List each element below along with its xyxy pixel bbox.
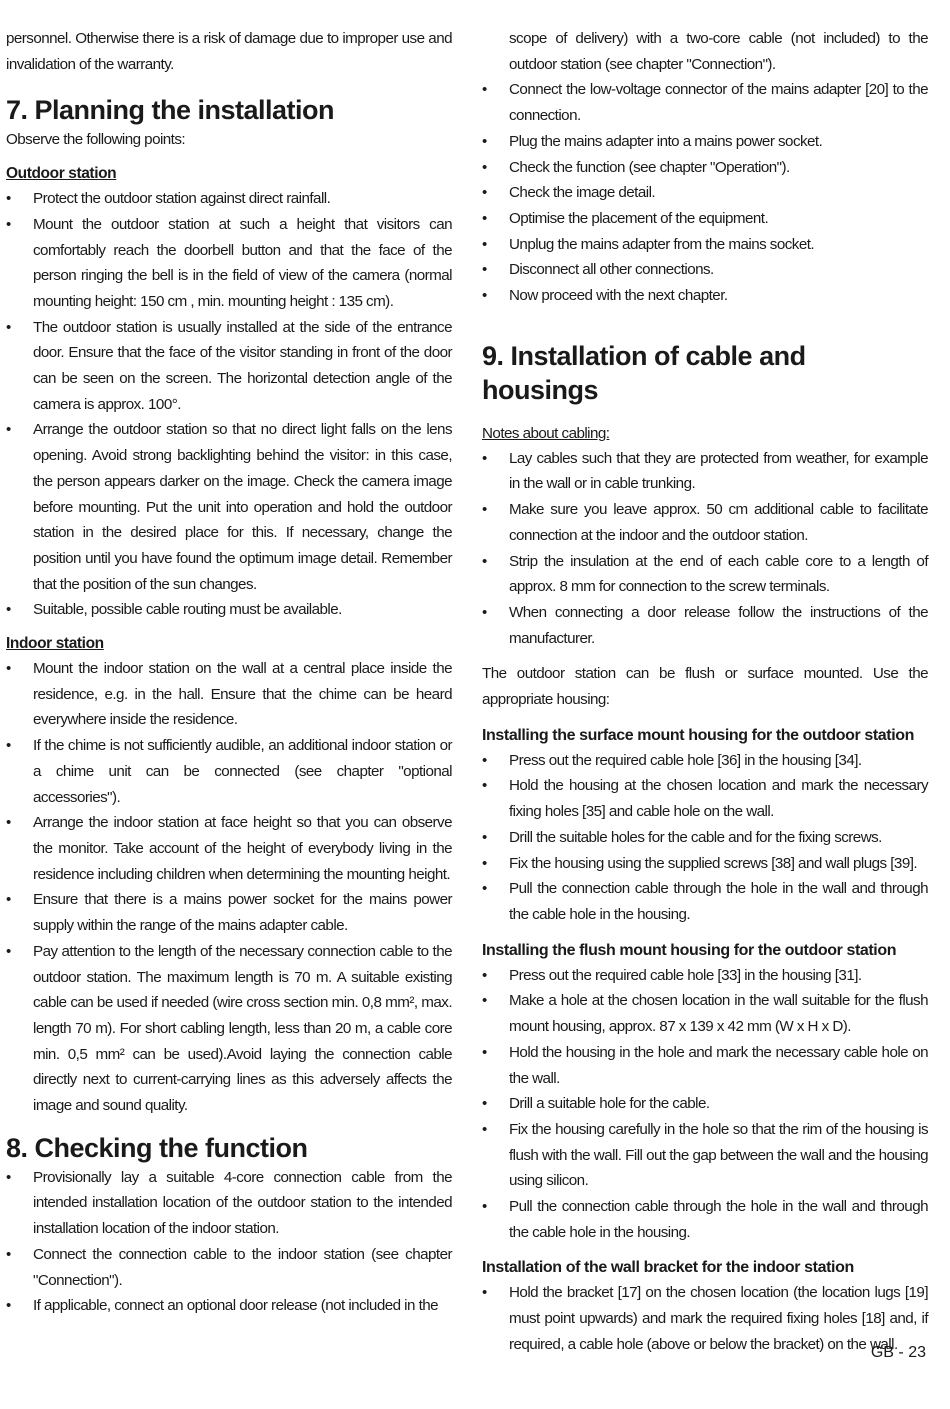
bullet-icon: •: [482, 880, 487, 898]
wall-bracket-heading: Installation of the wall bracket for the indoor station: [482, 1259, 854, 1277]
bullet-icon: •: [6, 814, 11, 832]
section-8-continuation: scope of delivery) with a two-core cable (not included) to the outdoor station (see chapter "Connection").: [509, 30, 928, 73]
intro-paragraph: personnel. Otherwise there is a risk of damage due to improper use and invalidation of the warranty.: [6, 30, 452, 73]
bullet-icon: •: [6, 601, 11, 619]
list-item-text: Optimise the placement of the equipment.: [509, 209, 769, 227]
cabling-notes-list: [482, 446, 928, 652]
list-item: [6, 810, 452, 887]
list-item: [482, 600, 928, 651]
list-item-text: Strip the insulation at the end of each cable core to a length of approx. 8 mm for connection to the screw terminals.: [509, 552, 928, 596]
list-item: [482, 129, 928, 155]
list-item-text: Arrange the outdoor station so that no direct light falls on the lens opening. Avoid strong backlighting behind the visitor: in this case, the person appears darker on the image. Check the camera image before mounting. Put the unit into operation and hold the outdoor station in the desired place for this. If necessary, change the position until you have found the optimum image detail. Remember that the position of the sun changes.: [33, 421, 452, 593]
list-item-text: Suitable, possible cable routing must be available.: [33, 601, 342, 619]
list-item: [6, 887, 452, 938]
bullet-icon: •: [482, 81, 487, 99]
list-item: [6, 417, 452, 597]
indoor-station-heading: Indoor station: [6, 635, 104, 653]
list-item-text: Provisionally lay a suitable 4-core connection cable from the intended installation location of the outdoor station to the intended installation location of the indoor station.: [33, 1168, 452, 1238]
list-item: [482, 963, 928, 989]
list-item: [6, 315, 452, 418]
bullet-icon: •: [482, 1120, 487, 1138]
list-item-text: Fix the housing using the supplied screws [38] and wall plugs [39].: [509, 854, 918, 872]
list-item: [482, 825, 928, 851]
list-item-text: Mount the indoor station on the wall at a central place inside the residence, e.g. in the hall. Ensure that the chime can be heard everywhere inside the residence.: [33, 660, 452, 729]
list-item: [482, 549, 928, 600]
list-item-text: Fix the housing carefully in the hole so that the rim of the housing is flush with the wall. Fill out the gap between the wall and the housing using silicon.: [509, 1120, 928, 1190]
list-item-text: Connect the low-voltage connector of the mains adapter [20] to the connection.: [509, 81, 928, 125]
list-item-text: Plug the mains adapter into a mains power socket.: [509, 132, 823, 150]
list-item: [6, 186, 452, 212]
list-item: [482, 180, 928, 206]
section-8-title: 8. Checking the function: [6, 1132, 308, 1163]
list-item-text: Check the function (see chapter "Operation").: [509, 158, 790, 176]
list-item: [482, 748, 928, 774]
list-item: [482, 1091, 928, 1117]
list-item-text: If the chime is not sufficiently audible, an additional indoor station or a chime unit can be connected (see chapter "optional accessories").: [33, 737, 452, 806]
bullet-icon: •: [6, 737, 11, 755]
list-item-text: Arrange the indoor station at face height so that you can observe the monitor. Take account of the height of everybody living in the residence including children when determining the mounting height.: [33, 814, 452, 883]
list-item: [482, 232, 928, 258]
bullet-icon: •: [482, 184, 487, 202]
bullet-icon: •: [482, 449, 487, 467]
list-item-text: Press out the required cable hole [36] in the housing [34].: [509, 751, 862, 769]
bullet-icon: •: [6, 1297, 11, 1315]
bullet-icon: •: [6, 942, 11, 960]
list-item: [6, 1165, 452, 1242]
page-number: GB - 23: [870, 1344, 926, 1361]
list-item-text: Unplug the mains adapter from the mains socket.: [509, 235, 815, 253]
list-item-text: Pull the connection cable through the hole in the wall and through the cable hole in the housing.: [509, 880, 928, 923]
bullet-icon: •: [482, 158, 487, 176]
bullet-icon: •: [482, 828, 487, 846]
bullet-icon: •: [6, 190, 11, 208]
bullet-icon: •: [6, 215, 11, 233]
list-item-text: Press out the required cable hole [33] in the housing [31].: [509, 966, 862, 984]
bullet-icon: •: [6, 660, 11, 678]
list-item: [482, 988, 928, 1039]
list-item-text: Pull the connection cable through the hole in the wall and through the cable hole in the housing.: [509, 1198, 928, 1241]
bullet-icon: •: [482, 966, 487, 984]
bullet-icon: •: [482, 603, 487, 621]
outdoor-station-heading: Outdoor station: [6, 165, 117, 183]
left-column: [6, 26, 452, 1319]
list-item: [482, 206, 928, 232]
bullet-icon: •: [482, 777, 487, 795]
list-item-text: Make sure you leave approx. 50 cm additional cable to facilitate connection at the indoor and the outdoor station.: [509, 501, 928, 544]
list-item: [6, 656, 452, 733]
bullet-icon: •: [482, 235, 487, 253]
bullet-icon: •: [6, 1168, 11, 1186]
housing-intro: The outdoor station can be flush or surface mounted. Use the appropriate housing:: [482, 665, 928, 709]
bullet-icon: •: [6, 318, 11, 336]
list-item: [6, 1293, 452, 1319]
list-item: [6, 597, 452, 623]
list-item: [6, 939, 452, 1119]
bullet-icon: •: [6, 891, 11, 909]
list-item-text: Disconnect all other connections.: [509, 261, 714, 279]
list-item-text: Hold the housing at the chosen location and mark the necessary fixing holes [35] and cable hole on the wall.: [509, 777, 928, 821]
list-item-text: Connect the connection cable to the indoor station (see chapter "Connection").: [33, 1245, 452, 1289]
wall-bracket-list: [482, 1280, 928, 1357]
bullet-icon: •: [482, 501, 487, 519]
indoor-station-list: [6, 656, 452, 1119]
flush-mount-list: [482, 963, 928, 1246]
bullet-icon: •: [482, 132, 487, 150]
list-item-text: When connecting a door release follow the instructions of the manufacturer.: [509, 603, 928, 647]
list-item-text: Make a hole at the chosen location in the wall suitable for the flush mount housing, approx. 87 x 139 x 42 mm (W x H x D).: [509, 992, 928, 1036]
bullet-icon: •: [482, 1198, 487, 1216]
list-item: [482, 1040, 928, 1091]
list-item: [482, 77, 928, 128]
bullet-icon: •: [482, 854, 487, 872]
list-item: [482, 283, 928, 309]
bullet-icon: •: [6, 421, 11, 439]
right-column: [482, 26, 928, 1358]
bullet-icon: •: [482, 1284, 487, 1302]
section-7-intro: Observe the following points:: [6, 131, 186, 149]
list-item: [6, 212, 452, 315]
list-item: [482, 1280, 928, 1357]
list-item-text: Lay cables such that they are protected from weather, for example in the wall or in cable trunking.: [509, 449, 928, 493]
list-item: [482, 876, 928, 927]
bullet-icon: •: [482, 287, 487, 305]
list-item-text: Protect the outdoor station against direct rainfall.: [33, 190, 331, 208]
list-item-text: Hold the housing in the hole and mark the necessary cable hole on the wall.: [509, 1043, 928, 1087]
bullet-icon: •: [482, 552, 487, 570]
section-7-title: 7. Planning the installation: [6, 95, 335, 126]
list-item-text: Pay attention to the length of the necessary connection cable to the outdoor station. The maximum length is 70 m. A suitable existing cable can be used if needed (wire cross section min. 0,8 mm², max. length 70 m). For short cabling length, less than 20 m, a cable core min. 0,5 mm² can be used).Avoid laying the connection cable directly next to current-carrying lines as this adversely affects the image and sound quality.: [33, 942, 452, 1115]
flush-mount-heading: Installing the flush mount housing for the outdoor station: [482, 941, 897, 959]
list-item: [482, 497, 928, 548]
list-item-text: Hold the bracket [17] on the chosen location (the location lugs [19] must point upwards) and mark the required fixing holes [18] and, if required, a cable hole (above or below the bracket) on the wall.: [509, 1284, 928, 1353]
section-8-list: [6, 1165, 452, 1319]
list-item: [6, 733, 452, 810]
cabling-notes-heading: Notes about cabling:: [482, 424, 610, 442]
list-item: [482, 155, 928, 181]
bullet-icon: •: [482, 1043, 487, 1061]
bullet-icon: •: [482, 992, 487, 1010]
list-item: [482, 773, 928, 824]
section-9-title: 9. Installation of cable and housings: [482, 340, 806, 405]
section-8-list-continued: [482, 77, 928, 308]
outdoor-station-list: [6, 186, 452, 623]
list-item-text: The outdoor station is usually installed at the side of the entrance door. Ensure that the face of the visitor standing in front of the door can be seen on the screen. The horizontal detection angle of the camera is approx. 100°.: [33, 318, 452, 413]
surface-mount-list: [482, 748, 928, 928]
list-item-text: Check the image detail.: [509, 184, 656, 202]
surface-mount-heading: Installing the surface mount housing for the outdoor station: [482, 726, 914, 744]
list-item: [482, 257, 928, 283]
bullet-icon: •: [482, 1095, 487, 1113]
list-item: [482, 1194, 928, 1245]
list-item-text: Now proceed with the next chapter.: [509, 287, 728, 305]
list-item: [482, 1117, 928, 1194]
list-item-text: Drill the suitable holes for the cable and for the fixing screws.: [509, 828, 882, 846]
bullet-icon: •: [482, 209, 487, 227]
bullet-icon: •: [482, 261, 487, 279]
list-item-text: Ensure that there is a mains power socket for the mains power supply within the range of the mains adapter cable.: [33, 891, 452, 935]
bullet-icon: •: [6, 1245, 11, 1263]
list-item-text: Mount the outdoor station at such a height that visitors can comfortably reach the doorbell button and that the face of the person ringing the bell is in the field of view of the camera (normal mounting height: 150 cm , min. mounting height : 135 cm).: [33, 215, 452, 310]
list-item: [6, 1242, 452, 1293]
list-item: [482, 446, 928, 497]
list-item-text: Drill a suitable hole for the cable.: [509, 1095, 710, 1113]
list-item-text: If applicable, connect an optional door release (not included in the: [33, 1297, 439, 1315]
list-item: [482, 851, 928, 877]
bullet-icon: •: [482, 751, 487, 769]
